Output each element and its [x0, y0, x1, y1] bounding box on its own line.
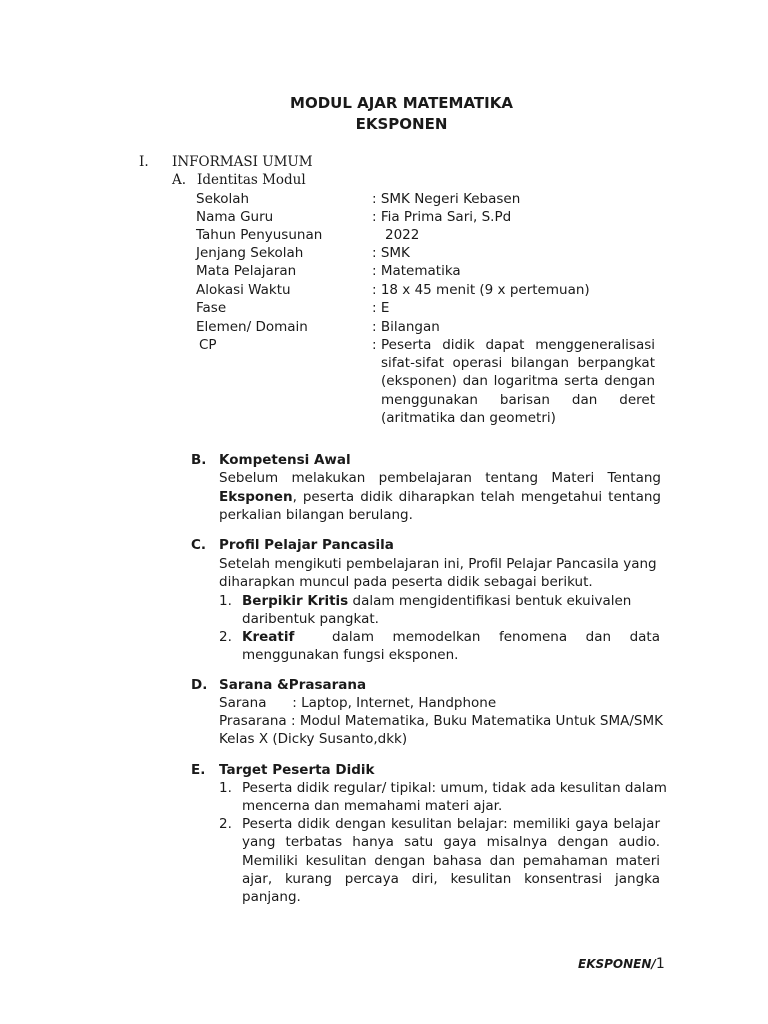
cp-text-line: Peserta didik dapat menggeneralisasi — [381, 337, 655, 353]
identity-label-fase: Fase — [196, 300, 227, 316]
section-a-title: Identitas Modul — [197, 172, 306, 188]
target-item-line: ajar, kurang percaya diri, kesulitan konsentrasi jangka — [242, 871, 660, 887]
section-e-letter: E. — [191, 762, 206, 778]
prasarana-line: Kelas X (Dicky Susanto,dkk) — [219, 731, 408, 747]
section-a-letter: A. — [172, 172, 187, 188]
identity-label-sekolah: Sekolah — [196, 191, 250, 207]
document-title-line2: EKSPONEN — [355, 115, 448, 133]
profil-item-bold: Kreatif — [242, 629, 295, 645]
target-item-number: 2. — [219, 816, 232, 832]
identity-value-mapel: : Matematika — [372, 263, 461, 279]
profil-item-rest: dalam mengidentifikasi bentuk ekuivalen — [348, 593, 632, 609]
profil-item-number: 1. — [219, 593, 232, 609]
target-item-line: mencerna dan memahami materi ajar. — [242, 798, 503, 814]
sarana-line: Sarana : Laptop, Internet, Handphone — [219, 695, 497, 711]
identity-value-sekolah: : SMK Negeri Kebasen — [372, 191, 521, 207]
identity-label-cp: CP — [199, 337, 217, 353]
section-c-letter: C. — [191, 537, 207, 553]
identity-label-alokasi: Alokasi Waktu — [196, 282, 291, 298]
kompetensi-text-line: perkalian bilangan berulang. — [219, 507, 413, 523]
target-item-number: 1. — [219, 780, 232, 796]
section-1-title: INFORMASI UMUM — [172, 154, 313, 170]
section-d-title: Sarana &Prasarana — [219, 677, 367, 693]
identity-value-fase: : E — [372, 300, 390, 316]
identity-value-cp-colon: : — [372, 337, 377, 353]
identity-value-tahun: 2022 — [385, 227, 420, 243]
target-item-line: yang terbatas hanya satu gaya misalnya dengan audio. — [242, 834, 660, 850]
kompetensi-text-line: Sebelum melakukan pembelajaran tentang Materi Tentang — [219, 470, 661, 486]
target-item-line: Peserta didik dengan kesulitan belajar: memiliki gaya belajar — [242, 816, 660, 832]
prasarana-line: Prasarana : Modul Matematika, Buku Matematika Untuk SMA/SMK — [219, 713, 663, 729]
identity-value-nama-guru: : Fia Prima Sari, S.Pd — [372, 209, 512, 225]
identity-label-tahun: Tahun Penyusunan — [196, 227, 323, 243]
kompetensi-text-line — [219, 488, 661, 506]
page-footer — [578, 955, 665, 973]
section-e-title: Target Peserta Didik — [219, 762, 375, 778]
target-item-line: panjang. — [242, 889, 301, 905]
kompetensi-text-rest: , peserta didik diharapkan telah mengetahui tentang — [292, 489, 661, 505]
profil-item-line — [242, 592, 631, 610]
kompetensi-bold-term: Eksponen — [219, 489, 293, 505]
identity-label-mapel: Mata Pelajaran — [196, 263, 297, 279]
profil-intro-line: diharapkan muncul pada peserta didik sebagai berikut. — [219, 574, 593, 590]
identity-label-elemen: Elemen/ Domain — [196, 319, 308, 335]
profil-item-line — [242, 628, 660, 646]
cp-text-line: sifat-sifat operasi bilangan berpangkat — [381, 355, 655, 371]
target-item-line: Memiliki kesulitan dengan bahasa dan pemahaman materi — [242, 853, 660, 869]
target-item-line: Peserta didik regular/ tipikal: umum, tidak ada kesulitan dalam — [242, 780, 667, 796]
cp-text-line: menggunakan barisan dan deret — [381, 392, 655, 408]
identity-label-nama-guru: Nama Guru — [196, 209, 274, 225]
identity-value-elemen: : Bilangan — [372, 319, 440, 335]
section-d-letter: D. — [191, 677, 208, 693]
profil-intro-line: Setelah mengikuti pembelajaran ini, Profil Pelajar Pancasila yang — [219, 556, 657, 572]
section-c-title: Profil Pelajar Pancasila — [219, 537, 394, 553]
section-b-letter: B. — [191, 452, 207, 468]
cp-text-line: (aritmatika dan geometri) — [381, 410, 556, 426]
footer-label: EKSPONEN/ — [578, 957, 656, 971]
identity-value-alokasi: : 18 x 45 menit (9 x pertemuan) — [372, 282, 590, 298]
cp-text-line: (eksponen) dan logaritma serta dengan — [381, 373, 655, 389]
document-title-line1: MODUL AJAR MATEMATIKA — [290, 94, 513, 112]
section-1-numeral: I. — [139, 154, 149, 170]
identity-label-jenjang: Jenjang Sekolah — [196, 245, 304, 261]
profil-item-line2: daribentuk pangkat. — [242, 611, 379, 627]
identity-value-jenjang: : SMK — [372, 245, 410, 261]
profil-item-rest: dalam memodelkan fenomena dan data — [332, 629, 660, 645]
section-b-title: Kompetensi Awal — [219, 452, 351, 468]
profil-item-bold: Berpikir Kritis — [242, 593, 349, 609]
page-number: 1 — [655, 956, 665, 972]
profil-item-number: 2. — [219, 629, 232, 645]
profil-item-line2: menggunakan fungsi eksponen. — [242, 647, 459, 663]
